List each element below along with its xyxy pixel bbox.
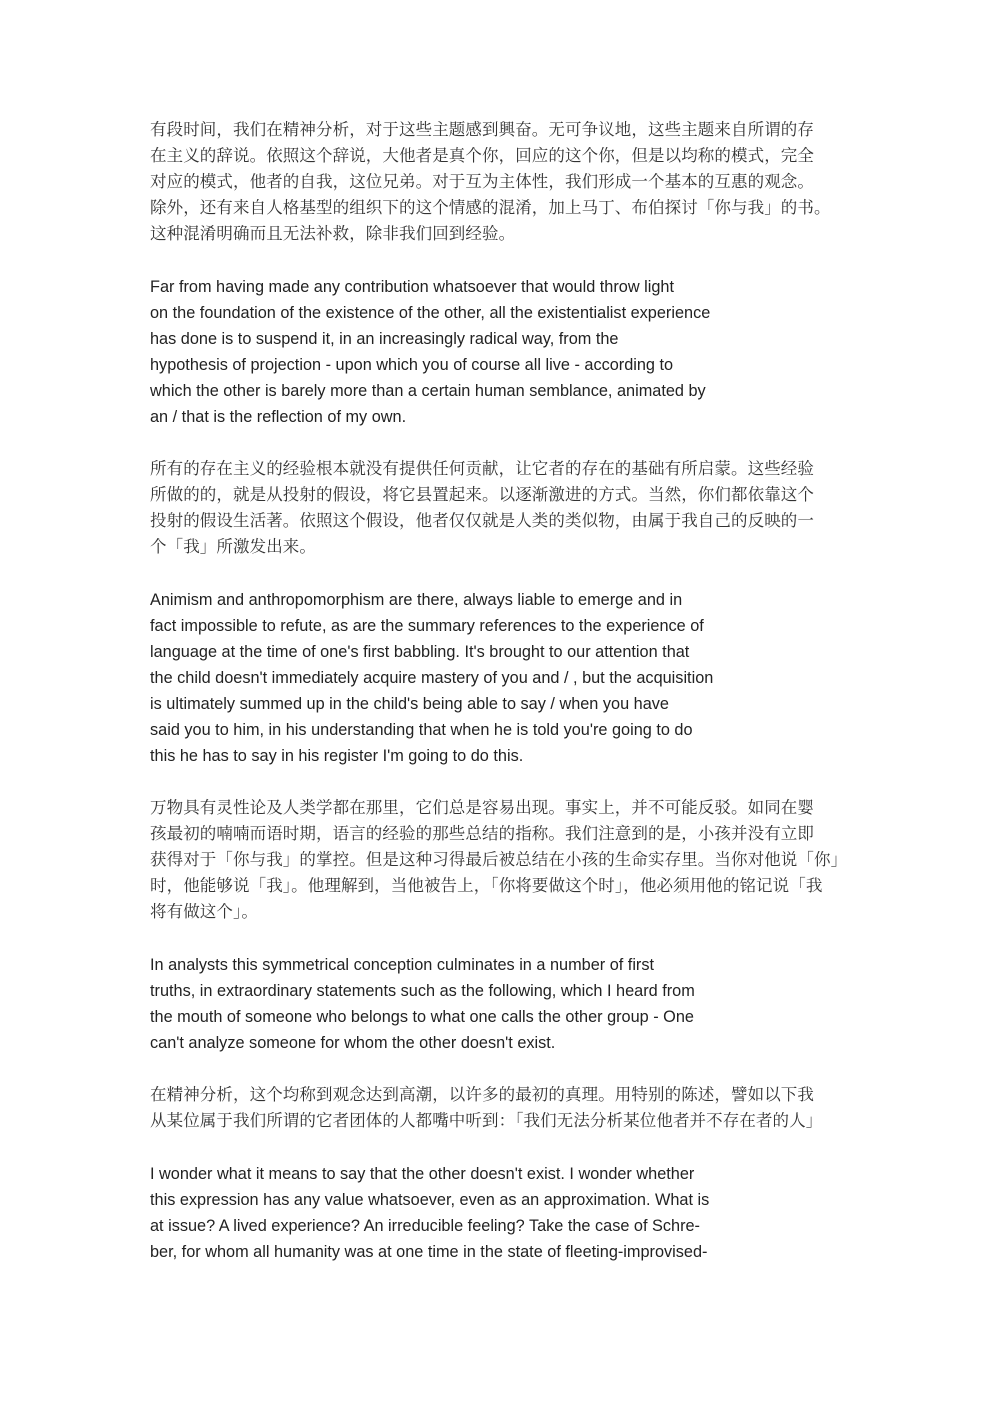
text-line: In analysts this symmetrical conception culminates in a number of first bbox=[150, 956, 655, 974]
paragraph-en-2 bbox=[150, 587, 860, 769]
text-line: 万物具有灵性论及人类学都在那里，它们总是容易出现。事实上，并不可能反驳。如同在婴 bbox=[150, 798, 814, 817]
text-line: this expression has any value whatsoever, even as an approximation. What is bbox=[150, 1191, 710, 1209]
text-line: language at the time of one's first babbling. It's brought to our attention that bbox=[150, 643, 690, 661]
text-line: the child doesn't immediately acquire mastery of you and / , but the acquisition bbox=[150, 669, 714, 687]
paragraph-zh-1 bbox=[150, 117, 860, 247]
text-line: at issue? A lived experience? An irreducible feeling? Take the case of Schre- bbox=[150, 1217, 700, 1235]
text-line: 在主义的辞说。依照这个辞说，大他者是真个你，回应的这个你，但是以均称的模式，完全 bbox=[150, 146, 814, 165]
text-line: 从某位属于我们所谓的它者团体的人都嘴中听到：「我们无法分析某位他者并不存在者的人」 bbox=[150, 1111, 823, 1130]
paragraph-spacer bbox=[150, 1056, 860, 1082]
paragraph-zh-2 bbox=[150, 456, 860, 560]
document-body bbox=[150, 117, 860, 1265]
text-line: 时，他能够说「我」。他理解到，当他被告上，「你将要做这个时」，他必须用他的铭记说「我 bbox=[150, 876, 823, 895]
text-line: on the foundation of the existence of the other, all the existentialist experience bbox=[150, 304, 711, 322]
text-line: I wonder what it means to say that the other doesn't exist. I wonder whether bbox=[150, 1165, 695, 1183]
text-line: 对应的模式，他者的自我，这位兄弟。对于互为主体性，我们形成一个基本的互惠的观念。 bbox=[150, 172, 814, 191]
paragraph-spacer bbox=[150, 247, 860, 274]
text-line: Animism and anthropomorphism are there, always liable to emerge and in bbox=[150, 591, 683, 609]
text-line: ber, for whom all humanity was at one time in the state of fleeting-improvised- bbox=[150, 1243, 708, 1261]
text-line: hypothesis of projection - upon which you of course all live - according to bbox=[150, 356, 674, 374]
paragraph-en-3 bbox=[150, 952, 860, 1056]
text-line: 除外，还有来自人格基型的组织下的这个情感的混淆，加上马丁、布伯探讨「你与我」的书。 bbox=[150, 198, 831, 217]
text-line: 将有做这个」。 bbox=[150, 902, 258, 921]
text-line: said you to him, in his understanding that when he is told you're going to do bbox=[150, 721, 693, 739]
paragraph-spacer bbox=[150, 430, 860, 456]
text-line: 在精神分析，这个均称到观念达到高潮，以许多的最初的真理。用特别的陈述，譬如以下我 bbox=[150, 1085, 814, 1104]
text-line: can't analyze someone for whom the other doesn't exist. bbox=[150, 1034, 556, 1052]
text-line: 这种混淆明确而且无法补救，除非我们回到经验。 bbox=[150, 224, 516, 243]
text-line: 所有的存在主义的经验根本就没有提供任何贡献，让它者的存在的基础有所启蒙。这些经验 bbox=[150, 459, 814, 478]
paragraph-spacer bbox=[150, 1134, 860, 1161]
text-line: has done is to suspend it, in an increasingly radical way, from the bbox=[150, 330, 619, 348]
text-line: which the other is barely more than a certain human semblance, animated by bbox=[150, 382, 706, 400]
text-line: Far from having made any contribution whatsoever that would throw light bbox=[150, 278, 674, 296]
text-line: 所做的的，就是从投射的假设，将它县置起来。以逐渐激进的方式。当然，你们都依靠这个 bbox=[150, 485, 814, 504]
text-line: truths, in extraordinary statements such as the following, which I heard from bbox=[150, 982, 695, 1000]
text-line: 孩最初的喃喃而语时期，语言的经验的那些总结的指称。我们注意到的是，小孩并没有立即 bbox=[150, 824, 814, 843]
text-line: the mouth of someone who belongs to what one calls the other group - One bbox=[150, 1008, 694, 1026]
text-line: fact impossible to refute, as are the summary references to the experience of bbox=[150, 617, 704, 635]
paragraph-spacer bbox=[150, 925, 860, 952]
text-line: this he has to say in his register I'm going to do this. bbox=[150, 747, 524, 765]
paragraph-spacer bbox=[150, 560, 860, 587]
paragraph-en-1 bbox=[150, 274, 860, 430]
text-line: an / that is the reflection of my own. bbox=[150, 408, 407, 426]
paragraph-zh-3 bbox=[150, 795, 860, 925]
paragraph-spacer bbox=[150, 769, 860, 795]
text-line: 投射的假设生活著。依照这个假设，他者仅仅就是人类的类似物，由属于我自己的反映的一 bbox=[150, 511, 814, 530]
text-line: 有段时间，我们在精神分析，对于这些主题感到興奋。无可争议地，这些主题来自所谓的存 bbox=[150, 120, 814, 139]
text-line: 个「我」所激发出来。 bbox=[150, 537, 316, 556]
paragraph-zh-4 bbox=[150, 1082, 860, 1134]
text-line: is ultimately summed up in the child's being able to say / when you have bbox=[150, 695, 669, 713]
text-line: 获得对于「你与我」的掌控。但是这种习得最后被总结在小孩的生命实存里。当你对他说「你」 bbox=[150, 850, 848, 869]
paragraph-en-4 bbox=[150, 1161, 860, 1265]
